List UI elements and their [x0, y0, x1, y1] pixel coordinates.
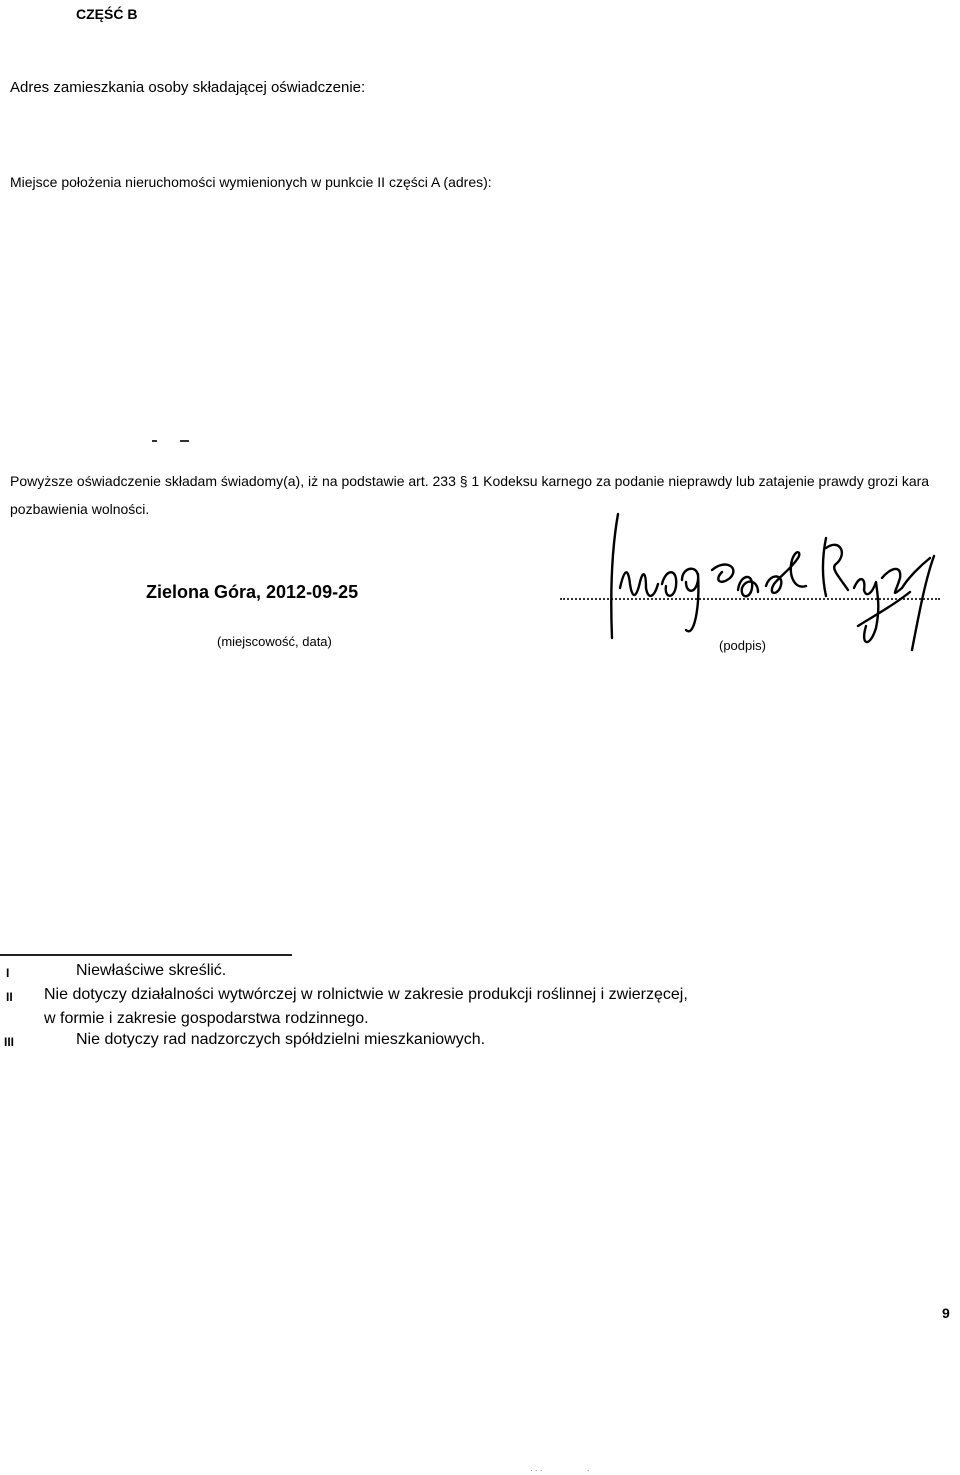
footnote-text: w formie i zakresie gospodarstwa rodzinnego.: [44, 1010, 369, 1027]
place-date-value: Zielona Góra, 2012-09-25: [146, 582, 359, 602]
signature-caption: (podpis): [719, 638, 766, 653]
stray-mark: [152, 440, 157, 442]
part-title: CZĘŚĆ B: [76, 6, 138, 22]
footnote-marker: I: [6, 966, 10, 980]
stray-mark: [180, 440, 189, 442]
handwritten-signature: [590, 508, 950, 658]
footnote-marker: III: [4, 1035, 15, 1049]
scan-artifact: · · · ·: [530, 1466, 590, 1475]
footnote-separator: [0, 954, 292, 956]
footnote-text: Nie dotyczy działalności wytwórczej w rolnictwie w zakresie produkcji roślinnej i zwierzęcej,: [44, 986, 688, 1003]
place-date-caption: (miejscowość, data): [217, 634, 332, 649]
footnote-text: Nie dotyczy rad nadzorczych spółdzielni mieszkaniowych.: [76, 1031, 486, 1048]
footnote-marker: II: [6, 990, 13, 1004]
footnote-text: Niewłaściwe skreślić.: [76, 962, 227, 979]
property-location-label: Miejsce położenia nieruchomości wymienionych w punkcie II części A (adres):: [10, 174, 492, 190]
page-number: 9: [942, 1305, 950, 1321]
statement-text: Powyższe oświadczenie składam świadomy(a), iż na podstawie art. 233 § 1 Kodeksu karnego za podanie nieprawdy lub zatajenie prawdy grozi kara pozbawienia wolności.: [10, 473, 930, 517]
address-label: Adres zamieszkania osoby składającej oświadczenie:: [10, 79, 366, 96]
